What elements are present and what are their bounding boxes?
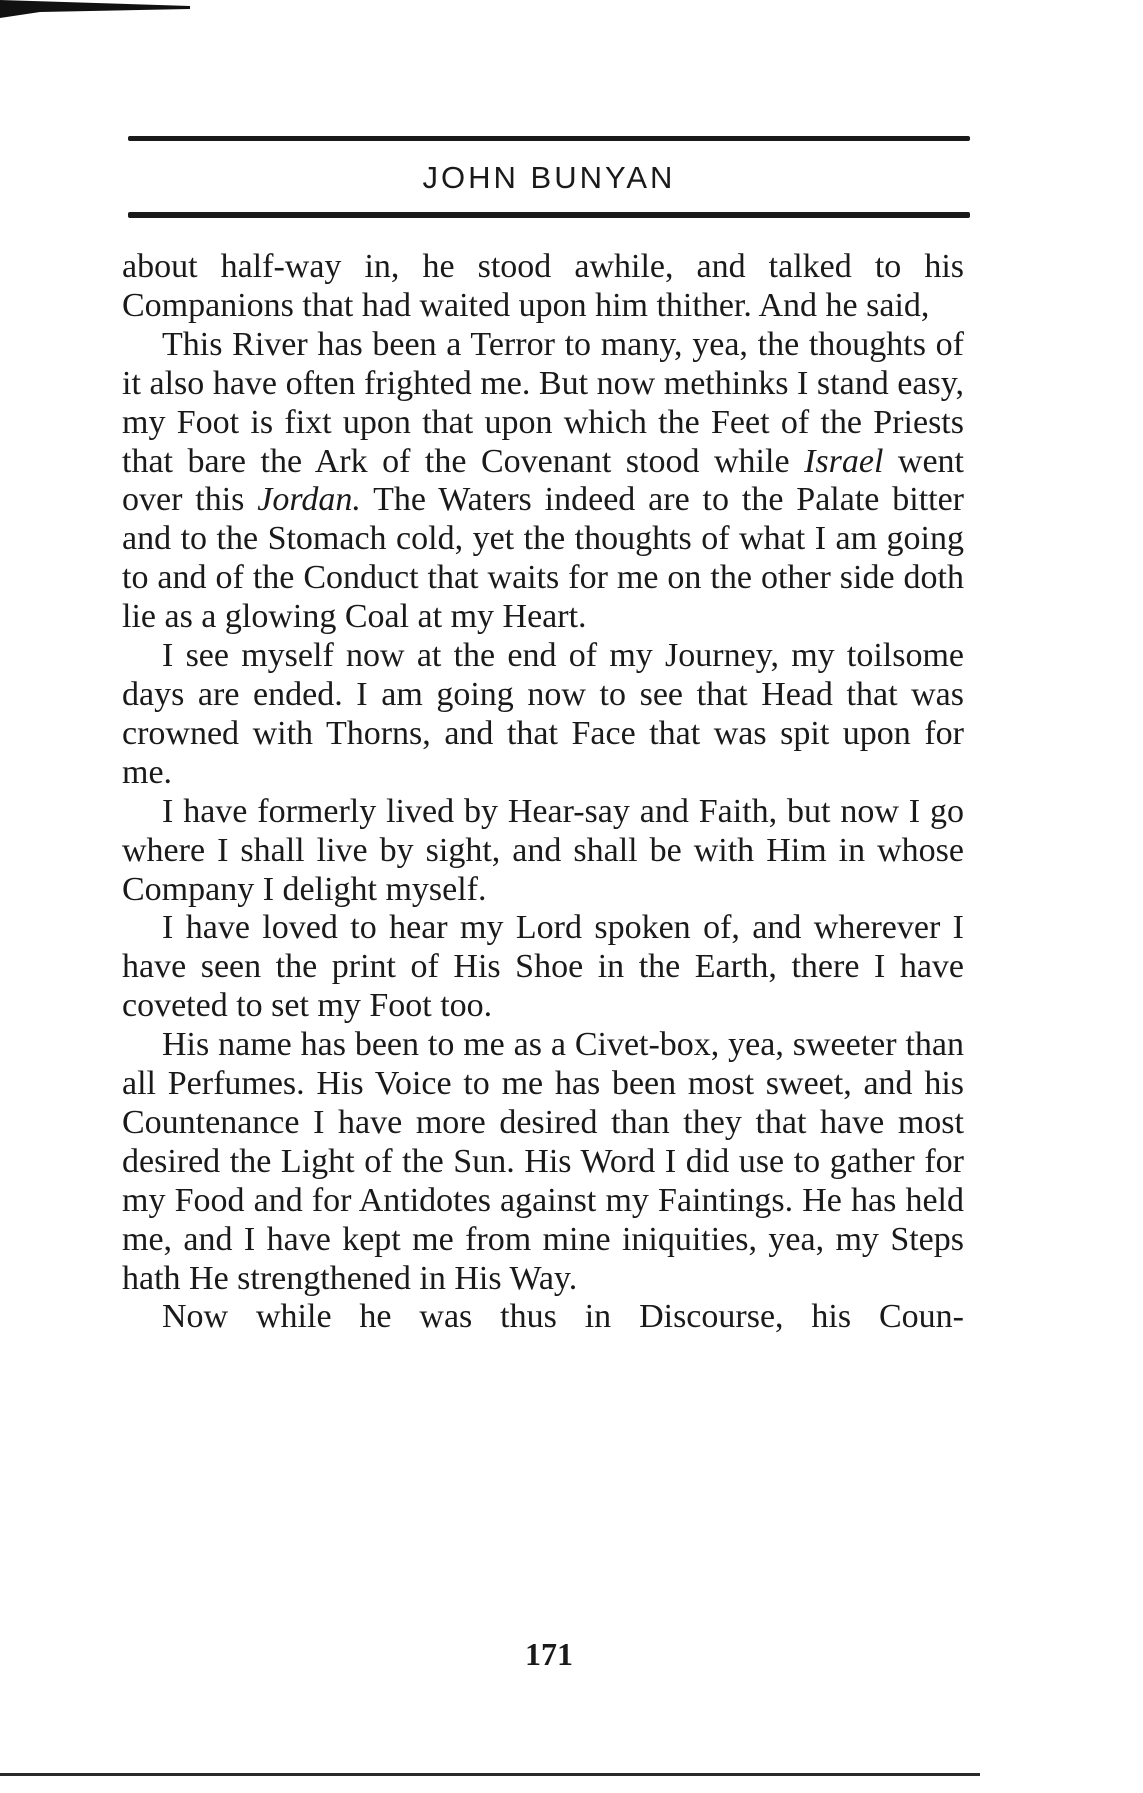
running-head: JOHN BUNYAN	[422, 160, 676, 195]
paragraph-5: I have loved to hear my Lord spoken of, and wherever I have seen the print of His Shoe in the Earth, there I have coveted to set my Foot too.	[122, 909, 964, 1025]
paragraph-3: I see myself now at the end of my Journey, my toilsome days are ended. I am going now to see that Head that was crowned with Thorns, and that Face that was spit upon for me.	[122, 637, 964, 791]
paragraph-2	[122, 326, 964, 637]
paragraph-1: about half-way in, he stood awhile, and talked to his Companions that had waited upon him thither. And he said,	[122, 248, 964, 324]
paragraph-4: I have formerly lived by Hear-say and Faith, but now I go where I shall live by sight, and shall be with Him in whose Company I delight myself.	[122, 792, 964, 908]
corner-ink-mark	[0, 0, 190, 18]
page-number: 171	[525, 1636, 573, 1672]
paragraph-7: Now while he was thus in Discourse, his Coun-	[162, 1298, 964, 1336]
body-text	[122, 248, 964, 1337]
italic-israel: Israel	[804, 442, 884, 480]
paragraph-2-text-b: went over this	[122, 442, 964, 519]
paragraph-2-text-c: The Waters indeed are to the Palate bitter and to the Stomach cold, yet the thoughts of what I am going to and of the Conduct that waits for me on the other side doth lie as a glowing Coal at my Heart.	[122, 481, 964, 636]
italic-jordan: Jordan.	[257, 481, 361, 519]
header-rule-top	[128, 136, 970, 141]
paragraph-6: His name has been to me as a Civet-box, yea, sweeter than all Perfumes. His Voice to me has been most sweet, and his Countenance I have more desired than they that have most desired the Light of the Sun. His Word I did use to gather for my Food and for Antidotes against my Faintings. He has held me, and I have kept me from mine iniquities, yea, my Steps hath He strengthened in His Way.	[122, 1026, 964, 1297]
header-rule-bottom	[128, 212, 970, 218]
footer-ink-line	[0, 1773, 980, 1776]
paragraph-2-text-a: This River has been a Terror to many, yea, the thoughts of it also have often frighted me. But now methinks I stand easy, my Foot is fixt upon that upon which the Feet of the Priests that bare the Ark of the Covenant stood while	[122, 325, 964, 480]
